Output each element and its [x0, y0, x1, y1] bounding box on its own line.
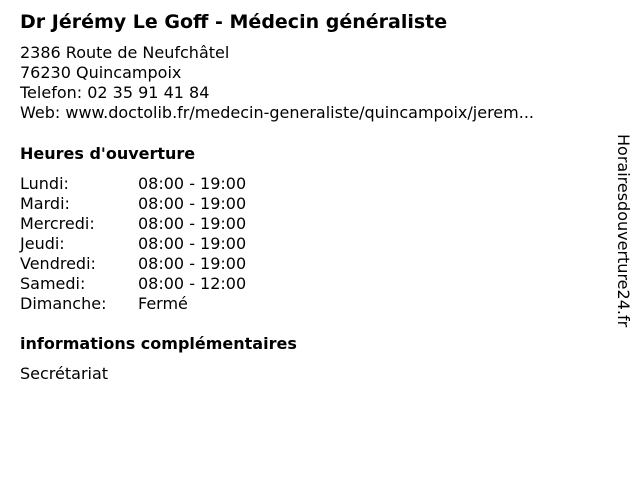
hours-row-tuesday [20, 194, 246, 214]
hours-time: 08:00 - 19:00 [138, 234, 247, 253]
hours-time: 08:00 - 19:00 [138, 254, 247, 273]
address-street: 2386 Route de Neufchâtel [20, 43, 230, 62]
hours-time: 08:00 - 19:00 [138, 214, 247, 233]
hours-row-monday [20, 174, 246, 194]
watermark-text: Horairesdouverture24.fr [614, 134, 633, 328]
hours-time: Fermé [138, 294, 188, 313]
hours-day: Jeudi: [20, 234, 65, 253]
hours-row-wednesday [20, 214, 246, 234]
opening-hours-table [20, 174, 246, 314]
site-watermark [612, 134, 634, 374]
hours-time: 08:00 - 12:00 [138, 274, 247, 293]
additional-info-heading: informations complémentaires [20, 334, 297, 353]
contact-block [20, 43, 534, 123]
hours-day: Dimanche: [20, 294, 107, 313]
address-city: 76230 Quincampoix [20, 63, 182, 82]
hours-row-thursday [20, 234, 246, 254]
hours-row-sunday [20, 294, 246, 314]
hours-time: 08:00 - 19:00 [138, 194, 247, 213]
phone-number: Telefon: 02 35 91 41 84 [20, 83, 210, 102]
additional-info-text: Secrétariat [20, 364, 109, 383]
opening-hours-heading: Heures d'ouverture [20, 144, 196, 163]
page-title: Dr Jérémy Le Goff - Médecin généraliste [20, 11, 448, 33]
hours-row-friday [20, 254, 246, 274]
hours-day: Mardi: [20, 194, 70, 213]
hours-day: Vendredi: [20, 254, 96, 273]
hours-day: Samedi: [20, 274, 86, 293]
hours-day: Lundi: [20, 174, 69, 193]
hours-time: 08:00 - 19:00 [138, 174, 247, 193]
hours-row-saturday [20, 274, 246, 294]
website-link: Web: www.doctolib.fr/medecin-generaliste/quincampoix/jerem... [20, 103, 534, 122]
hours-day: Mercredi: [20, 214, 95, 233]
